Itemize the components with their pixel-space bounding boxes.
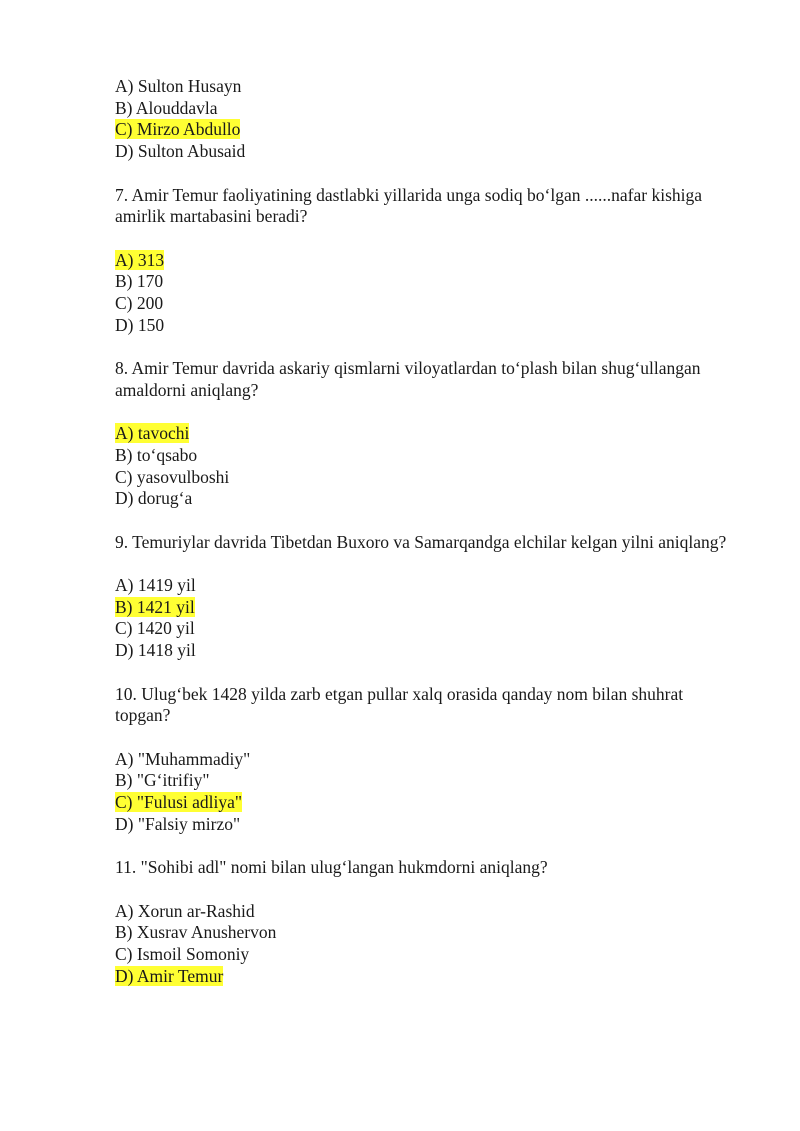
answer-highlight: C) "Fulusi adliya": [115, 792, 243, 813]
spacer: [115, 662, 735, 684]
spacer: [115, 727, 735, 749]
spacer: [115, 228, 735, 250]
q8-text: 8. Amir Temur davrida askariy qismlarni viloyatlardan to‘plash bilan shug‘ullangan amaldorni aniqlang?: [115, 358, 701, 400]
answer-highlight: A) tavochi: [115, 423, 190, 444]
q11-option-d-answer: [115, 966, 735, 988]
question-11: [115, 857, 735, 987]
question-8: [115, 358, 735, 510]
answer-highlight: D) Amir Temur: [115, 965, 224, 986]
q10-option-d: D) "Falsiy mirzo": [115, 813, 241, 834]
q6-option-c-answer: [115, 119, 735, 141]
q8-option-b: B) to‘qsabo: [115, 444, 198, 465]
q7-option-c: C) 200: [115, 293, 164, 313]
question-6-options: [115, 76, 735, 163]
q8-option-d: D) dorug‘a: [115, 488, 193, 509]
spacer: [115, 402, 735, 424]
q9-text: 9. Temuriylar davrida Tibetdan Buxoro va Samarqandga elchilar kelgan yilni aniqlang?: [115, 531, 727, 552]
q6-option-a: A) Sulton Husayn: [115, 76, 242, 96]
q6-option-d: D) Sulton Abusaid: [115, 141, 246, 162]
question-10: [115, 684, 735, 836]
q9-option-d: D) 1418 yil: [115, 640, 196, 661]
spacer: [115, 163, 735, 185]
q10-option-c-answer: [115, 792, 735, 814]
document-page: [115, 76, 735, 987]
spacer: [115, 336, 735, 358]
q8-option-a-answer: [115, 423, 735, 445]
q7-text: 7. Amir Temur faoliyatining dastlabki yillarida unga sodiq bo‘lgan ......nafar kishiga amirlik martabasini beradi?: [115, 184, 703, 227]
answer-highlight: B) 1421 yil: [115, 596, 195, 617]
question-9: [115, 532, 735, 662]
q11-option-a: A) Xorun ar-Rashid: [115, 900, 255, 921]
spacer: [115, 835, 735, 857]
q10-option-b: B) "G‘itrifiy": [115, 770, 210, 791]
q7-option-b: B) 170: [115, 271, 164, 292]
q10-option-a: A) "Muhammadiy": [115, 748, 251, 769]
q9-option-c: C) 1420 yil: [115, 618, 195, 639]
q7-option-a-answer: [115, 250, 735, 272]
q10-text: 10. Ulug‘bek 1428 yilda zarb etgan pullar xalq orasida qanday nom bilan shuhrat topgan?: [115, 683, 684, 726]
spacer: [115, 879, 735, 901]
spacer: [115, 510, 735, 532]
q11-option-c: C) Ismoil Somoniy: [115, 943, 250, 964]
q11-option-b: B) Xusrav Anushervon: [115, 922, 277, 943]
q9-option-b-answer: [115, 597, 735, 619]
q6-option-b: B) Alouddavla: [115, 97, 218, 118]
q8-option-c: C) yasovulboshi: [115, 466, 230, 487]
q11-text: 11. "Sohibi adl" nomi bilan ulug‘langan hukmdorni aniqlang?: [115, 857, 548, 878]
spacer: [115, 553, 735, 575]
answer-highlight: C) Mirzo Abdullo: [115, 119, 241, 140]
q9-option-a: A) 1419 yil: [115, 575, 196, 596]
answer-highlight: A) 313: [115, 249, 165, 270]
q7-option-d: D) 150: [115, 314, 165, 335]
question-7: [115, 185, 735, 337]
